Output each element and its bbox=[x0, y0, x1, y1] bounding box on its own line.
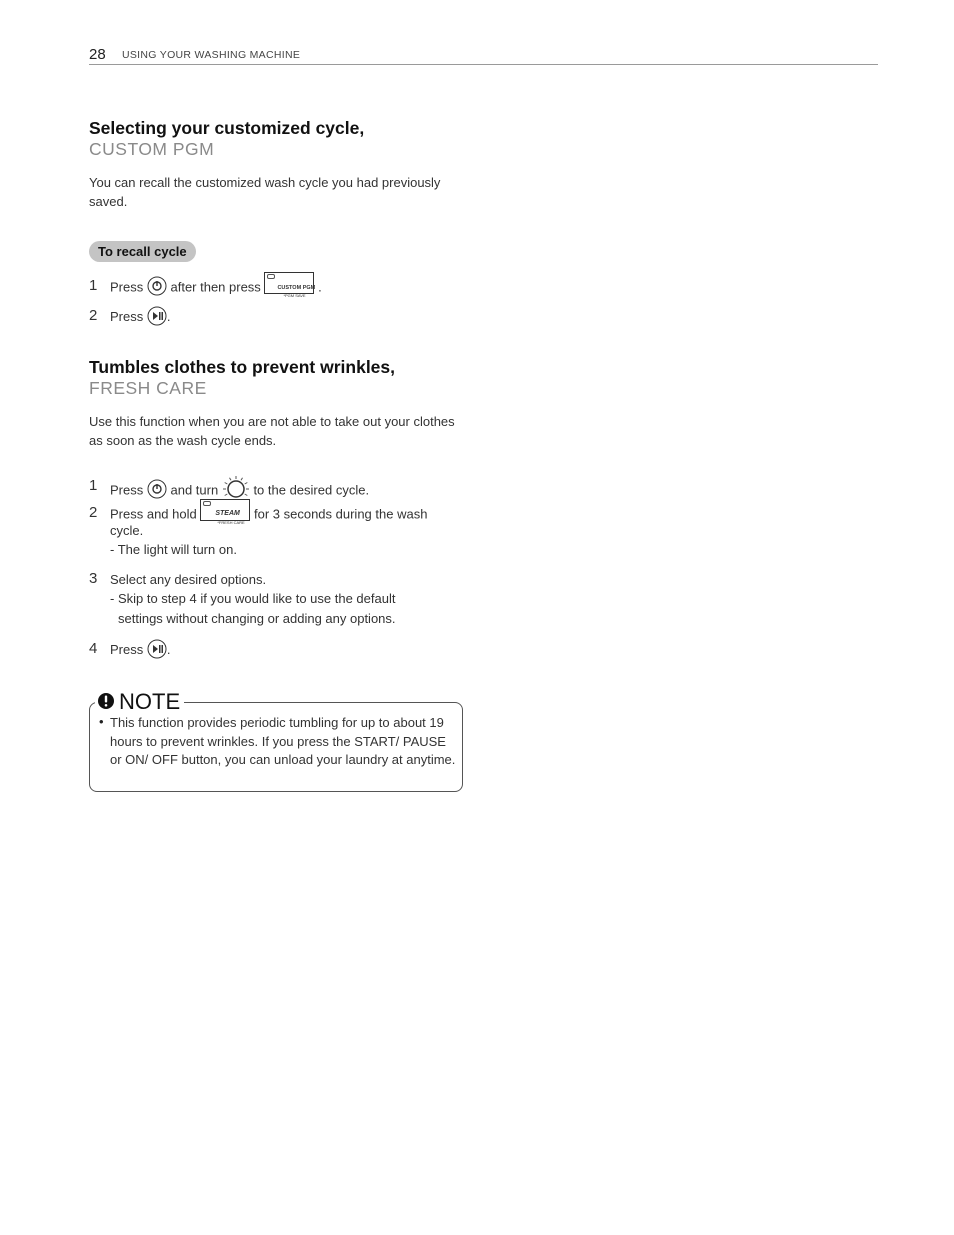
step-text: . bbox=[318, 279, 322, 295]
step-text: Press bbox=[110, 482, 144, 498]
step-text: Press bbox=[110, 279, 144, 295]
step-text: Press and hold bbox=[110, 506, 197, 522]
section2-subtitle: FRESH CARE bbox=[89, 378, 207, 398]
steam-label: STEAM bbox=[215, 510, 240, 517]
note-text: This function provides periodic tumbling for up to about 19 hours to prevent wrinkles. If you press the START/ PAUSE or ON/ OFF button, you can unload your laundry at anytime. bbox=[110, 715, 456, 767]
step-text: Press bbox=[110, 642, 144, 657]
steam-sublabel: *FRESH CARE bbox=[217, 520, 245, 525]
step-number: 2 bbox=[89, 504, 98, 521]
step-number: 3 bbox=[89, 570, 98, 587]
power-button-icon[interactable] bbox=[147, 276, 167, 296]
custom-pgm-sublabel: *PGM SAVE bbox=[283, 293, 306, 298]
step-text: for 3 seconds during the wash bbox=[253, 506, 428, 522]
start-pause-icon[interactable] bbox=[147, 306, 167, 326]
note-heading bbox=[95, 690, 184, 714]
recall-cycle-pill: To recall cycle bbox=[89, 241, 196, 262]
step-text: . bbox=[166, 642, 171, 657]
section2-title: Tumbles clothes to prevent wrinkles, bbox=[89, 357, 396, 377]
step-number: 1 bbox=[89, 477, 98, 494]
step-text: . bbox=[166, 309, 171, 324]
step-text: to the desired cycle. bbox=[253, 482, 370, 498]
warning-icon bbox=[97, 692, 115, 710]
step-text: after then press bbox=[170, 279, 261, 295]
s2-step-3-sub1: - Skip to step 4 if you would like to use the default bbox=[110, 591, 396, 606]
header-title: USING YOUR WASHING MACHINE bbox=[122, 49, 301, 61]
section1-title: Selecting your customized cycle, bbox=[89, 118, 365, 138]
power-button-icon[interactable] bbox=[147, 479, 167, 499]
steam-button-icon[interactable] bbox=[200, 499, 250, 525]
note-title: NOTE bbox=[119, 689, 181, 714]
note-bullet: • bbox=[99, 714, 104, 729]
page-header bbox=[89, 46, 878, 65]
custom-pgm-button-icon[interactable] bbox=[264, 272, 316, 298]
custom-pgm-label: CUSTOM PGM bbox=[277, 285, 316, 291]
section1-subtitle: CUSTOM PGM bbox=[89, 139, 215, 159]
s2-step-3-sub2: settings without changing or adding any options. bbox=[118, 611, 396, 626]
section2-description: Use this function when you are not able to take out your clothes as soon as the wash cycle ends. bbox=[89, 414, 455, 448]
step-text: Press bbox=[110, 309, 144, 324]
step-text: and turn bbox=[170, 482, 219, 498]
page-number: 28 bbox=[89, 46, 106, 63]
s2-step-2-cont: cycle. bbox=[110, 523, 144, 538]
step-number: 2 bbox=[89, 307, 98, 324]
start-pause-icon[interactable] bbox=[147, 639, 167, 659]
step-text: Select any desired options. bbox=[110, 572, 267, 587]
step-number: 4 bbox=[89, 640, 98, 657]
step-number: 1 bbox=[89, 277, 98, 294]
section1-description: You can recall the customized wash cycle you had previously saved. bbox=[89, 175, 441, 209]
s2-step-2-sub: - The light will turn on. bbox=[110, 542, 237, 557]
